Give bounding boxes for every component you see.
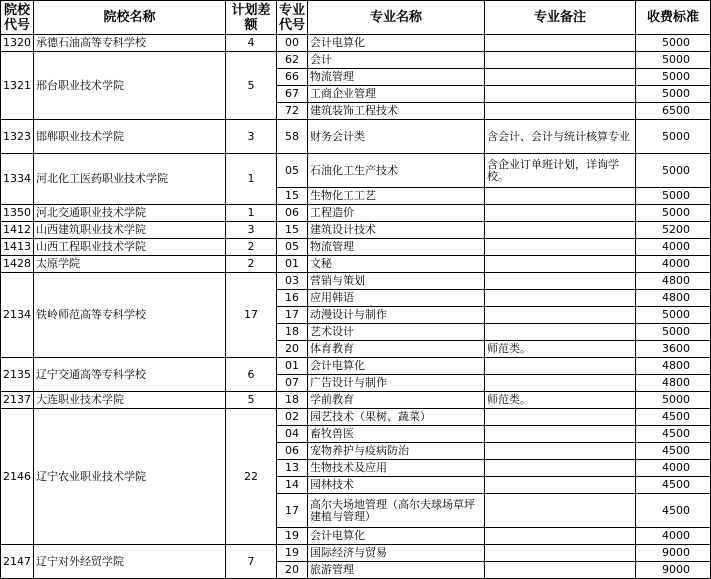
school-name-cell: 铁岭师范高等专科学校	[34, 273, 226, 358]
major-name-cell: 营销与策划	[308, 273, 485, 290]
plan-gap-cell: 3	[226, 120, 277, 154]
school-code-cell: 2146	[1, 409, 34, 545]
major-name-cell: 学前教育	[308, 392, 485, 409]
school-code-cell: 1350	[1, 205, 34, 222]
major-name-cell: 会计电算化	[308, 528, 485, 545]
major-note-cell	[485, 205, 636, 222]
table-row	[1, 256, 711, 273]
school-name-cell: 大连职业技术学院	[34, 392, 226, 409]
header-plan-gap: 计划差额	[226, 1, 277, 35]
major-name-cell: 动漫设计与制作	[308, 307, 485, 324]
major-name-cell: 建筑装饰工程技术	[308, 103, 485, 120]
fee-cell: 4500	[636, 443, 711, 460]
major-name-cell: 艺术设计	[308, 324, 485, 341]
plan-gap-cell: 22	[226, 409, 277, 545]
major-name-cell: 高尔夫场地管理（高尔夫球场草坪建植与管理）	[308, 494, 485, 528]
major-code-cell: 20	[277, 341, 308, 358]
major-name-cell: 国际经济与贸易	[308, 545, 485, 562]
school-name-cell: 河北交通职业技术学院	[34, 205, 226, 222]
table-row	[1, 239, 711, 256]
major-code-cell: 03	[277, 273, 308, 290]
major-code-cell: 05	[277, 239, 308, 256]
major-code-cell: 01	[277, 358, 308, 375]
header-fee: 收费标准	[636, 1, 711, 35]
plan-gap-cell: 2	[226, 239, 277, 256]
header-school-code: 院校代号	[1, 1, 34, 35]
major-name-cell: 畜牧兽医	[308, 426, 485, 443]
plan-gap-cell: 1	[226, 154, 277, 205]
school-code-cell: 1323	[1, 120, 34, 154]
major-note-cell	[485, 222, 636, 239]
major-code-cell: 00	[277, 35, 308, 52]
table-row	[1, 273, 711, 290]
fee-cell: 5000	[636, 324, 711, 341]
major-note-cell	[485, 307, 636, 324]
school-name-cell: 邯郸职业技术学院	[34, 120, 226, 154]
major-name-cell: 园林技术	[308, 477, 485, 494]
table-row	[1, 52, 711, 69]
major-code-cell: 58	[277, 120, 308, 154]
major-code-cell: 13	[277, 460, 308, 477]
fee-cell: 5200	[636, 222, 711, 239]
major-name-cell: 物流管理	[308, 69, 485, 86]
table-row	[1, 545, 711, 562]
school-name-cell: 辽宁交通高等专科学校	[34, 358, 226, 392]
fee-cell: 5000	[636, 154, 711, 188]
fee-cell: 4500	[636, 494, 711, 528]
major-note-cell	[485, 426, 636, 443]
plan-gap-cell: 5	[226, 392, 277, 409]
table-row	[1, 154, 711, 188]
major-note-cell	[485, 256, 636, 273]
school-name-cell: 承德石油高等专科学校	[34, 35, 226, 52]
major-note-cell	[485, 188, 636, 205]
major-code-cell: 07	[277, 375, 308, 392]
major-note-cell	[485, 460, 636, 477]
school-code-cell: 2135	[1, 358, 34, 392]
fee-cell: 9000	[636, 562, 711, 579]
major-name-cell: 宠物养护与疫病防治	[308, 443, 485, 460]
plan-gap-cell: 7	[226, 545, 277, 579]
major-note-cell	[485, 290, 636, 307]
major-name-cell: 会计	[308, 52, 485, 69]
major-note-cell	[485, 358, 636, 375]
major-code-cell: 20	[277, 562, 308, 579]
major-note-cell: 师范类。	[485, 392, 636, 409]
header-school-name: 院校名称	[34, 1, 226, 35]
school-name-cell: 辽宁对外经贸学院	[34, 545, 226, 579]
major-code-cell: 15	[277, 188, 308, 205]
major-note-cell	[485, 52, 636, 69]
school-code-cell: 2134	[1, 273, 34, 358]
fee-cell: 4800	[636, 375, 711, 392]
major-name-cell: 会计电算化	[308, 35, 485, 52]
fee-cell: 5000	[636, 307, 711, 324]
fee-cell: 4800	[636, 273, 711, 290]
major-note-cell	[485, 35, 636, 52]
major-note-cell	[485, 86, 636, 103]
major-code-cell: 72	[277, 103, 308, 120]
school-code-cell: 1321	[1, 52, 34, 120]
major-note-cell	[485, 273, 636, 290]
plan-gap-cell: 17	[226, 273, 277, 358]
fee-cell: 5000	[636, 52, 711, 69]
school-name-cell: 辽宁农业职业技术学院	[34, 409, 226, 545]
school-code-cell: 1334	[1, 154, 34, 205]
major-name-cell: 财务会计类	[308, 120, 485, 154]
major-note-cell	[485, 239, 636, 256]
school-code-cell: 1428	[1, 256, 34, 273]
table-row	[1, 358, 711, 375]
major-code-cell: 06	[277, 443, 308, 460]
table-row	[1, 120, 711, 154]
header-major-note: 专业备注	[485, 1, 636, 35]
major-code-cell: 67	[277, 86, 308, 103]
major-name-cell: 物流管理	[308, 239, 485, 256]
fee-cell: 5000	[636, 120, 711, 154]
major-note-cell	[485, 494, 636, 528]
fee-cell: 4500	[636, 409, 711, 426]
school-name-cell: 山西建筑职业技术学院	[34, 222, 226, 239]
major-note-cell	[485, 324, 636, 341]
major-code-cell: 18	[277, 392, 308, 409]
fee-cell: 5000	[636, 35, 711, 52]
header-major-code: 专业代号	[277, 1, 308, 35]
major-note-cell	[485, 477, 636, 494]
fee-cell: 5000	[636, 205, 711, 222]
major-name-cell: 应用韩语	[308, 290, 485, 307]
major-note-cell	[485, 528, 636, 545]
major-code-cell: 05	[277, 154, 308, 188]
plan-gap-cell: 6	[226, 358, 277, 392]
fee-cell: 5000	[636, 188, 711, 205]
major-name-cell: 文秘	[308, 256, 485, 273]
fee-cell: 4000	[636, 256, 711, 273]
school-name-cell: 邢台职业技术学院	[34, 52, 226, 120]
plan-gap-cell: 4	[226, 35, 277, 52]
major-note-cell	[485, 69, 636, 86]
fee-cell: 5000	[636, 86, 711, 103]
fee-cell: 3600	[636, 341, 711, 358]
school-name-cell: 河北化工医药职业技术学院	[34, 154, 226, 205]
school-code-cell: 1412	[1, 222, 34, 239]
major-code-cell: 16	[277, 290, 308, 307]
fee-cell: 4000	[636, 460, 711, 477]
fee-cell: 5000	[636, 392, 711, 409]
major-name-cell: 体育教育	[308, 341, 485, 358]
plan-gap-cell: 1	[226, 205, 277, 222]
major-note-cell	[485, 545, 636, 562]
major-name-cell: 广告设计与制作	[308, 375, 485, 392]
header-row	[1, 1, 711, 35]
major-code-cell: 17	[277, 307, 308, 324]
major-note-cell: 含会计、会计与统计核算专业	[485, 120, 636, 154]
header-major-name: 专业名称	[308, 1, 485, 35]
table-row	[1, 392, 711, 409]
major-code-cell: 14	[277, 477, 308, 494]
school-code-cell: 1320	[1, 35, 34, 52]
major-note-cell	[485, 103, 636, 120]
major-note-cell: 师范类。	[485, 341, 636, 358]
fee-cell: 4000	[636, 528, 711, 545]
major-name-cell: 旅游管理	[308, 562, 485, 579]
major-code-cell: 18	[277, 324, 308, 341]
school-name-cell: 太原学院	[34, 256, 226, 273]
fee-cell: 6500	[636, 103, 711, 120]
table-row	[1, 35, 711, 52]
major-code-cell: 17	[277, 494, 308, 528]
major-note-cell	[485, 409, 636, 426]
fee-cell: 9000	[636, 545, 711, 562]
major-name-cell: 生物化工工艺	[308, 188, 485, 205]
major-note-cell	[485, 443, 636, 460]
major-code-cell: 04	[277, 426, 308, 443]
fee-cell: 4000	[636, 239, 711, 256]
major-name-cell: 工商企业管理	[308, 86, 485, 103]
school-code-cell: 1413	[1, 239, 34, 256]
major-note-cell	[485, 562, 636, 579]
major-code-cell: 15	[277, 222, 308, 239]
major-code-cell: 19	[277, 528, 308, 545]
fee-cell: 4800	[636, 290, 711, 307]
major-name-cell: 工程造价	[308, 205, 485, 222]
major-code-cell: 19	[277, 545, 308, 562]
fee-cell: 4500	[636, 477, 711, 494]
major-note-cell	[485, 375, 636, 392]
school-code-cell: 2137	[1, 392, 34, 409]
major-name-cell: 建筑设计技术	[308, 222, 485, 239]
table-body	[1, 35, 711, 579]
table-row	[1, 222, 711, 239]
major-name-cell: 园艺技术（果树、蔬菜）	[308, 409, 485, 426]
school-name-cell: 山西工程职业技术学院	[34, 239, 226, 256]
fee-cell: 4500	[636, 426, 711, 443]
plan-gap-cell: 2	[226, 256, 277, 273]
school-code-cell: 2147	[1, 545, 34, 579]
major-name-cell: 生物技术及应用	[308, 460, 485, 477]
major-code-cell: 62	[277, 52, 308, 69]
plan-gap-cell: 5	[226, 52, 277, 120]
major-code-cell: 01	[277, 256, 308, 273]
major-note-cell: 含企业订单班计划，详询学校。	[485, 154, 636, 188]
fee-cell: 4800	[636, 358, 711, 375]
table-row	[1, 205, 711, 222]
major-code-cell: 06	[277, 205, 308, 222]
major-name-cell: 石油化工生产技术	[308, 154, 485, 188]
major-code-cell: 66	[277, 69, 308, 86]
table-row	[1, 409, 711, 426]
major-name-cell: 会计电算化	[308, 358, 485, 375]
plan-gap-cell: 3	[226, 222, 277, 239]
fee-cell: 5000	[636, 69, 711, 86]
major-code-cell: 02	[277, 409, 308, 426]
